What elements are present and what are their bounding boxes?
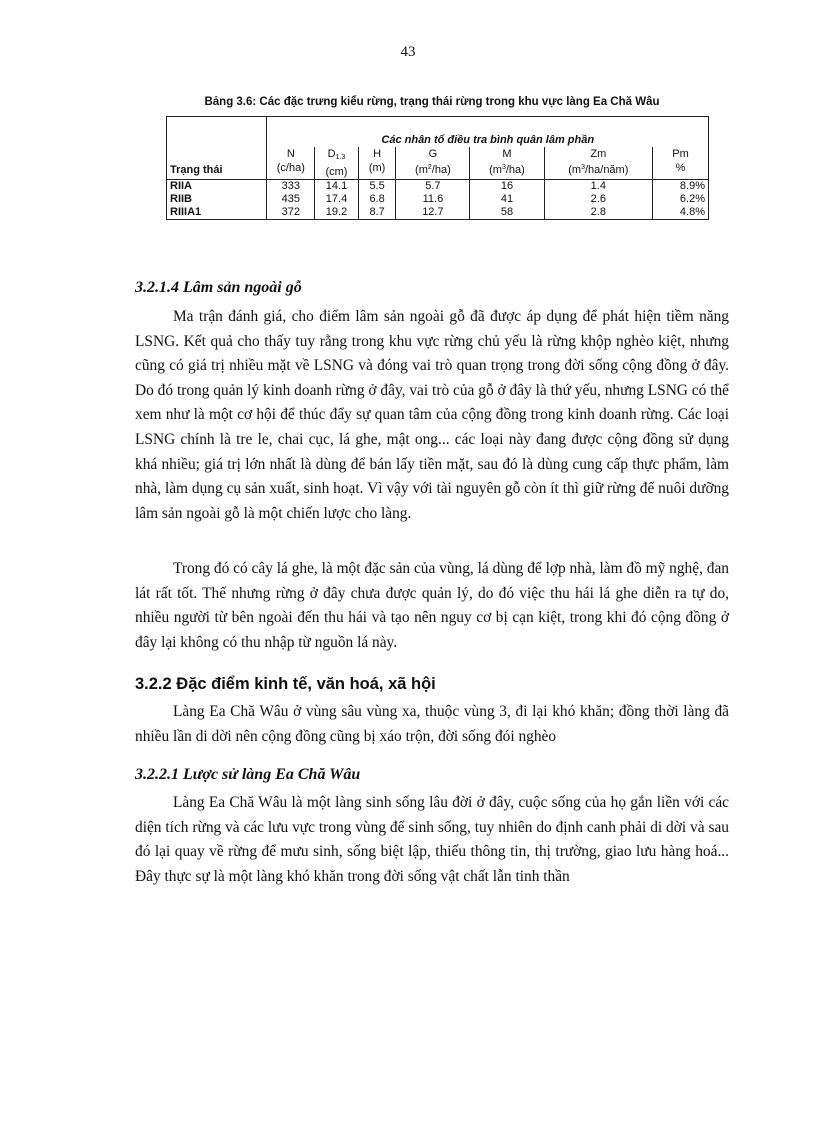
table-row xyxy=(167,206,709,220)
column-header-m xyxy=(470,147,544,180)
column-header-h xyxy=(358,147,396,180)
table-cell: 19.2 xyxy=(315,206,359,220)
column-header-n xyxy=(267,147,315,180)
row-label: RIIB xyxy=(167,193,267,206)
column-subscript: 1.3 xyxy=(335,154,346,161)
column-unit: (c/ha) xyxy=(276,162,305,174)
column-header-pm xyxy=(653,147,709,180)
paragraph-3221: Làng Ea Chă Wâu là một làng sinh sống lâu đời ở đây, cuộc sống của họ gắn liền với các diện tích rừng và các lưu vực trong vùng để sinh sống, tuy nhiên do định canh phải di dời và sau đó lại quay về rừng để mưu sinh, sống biệt lập, thiếu thông tin, thị trường, giao lưu hàng hoá... Đây thực sự là một làng khó khăn trong đời sống vật chất lẫn tinh thần xyxy=(135,794,729,885)
column-header-d13 xyxy=(315,147,359,180)
section-heading-3214: 3.2.1.4 Lâm sản ngoài gỗ xyxy=(135,279,302,296)
table-cell: 58 xyxy=(470,206,544,220)
column-unit: (m) xyxy=(368,162,386,174)
table-cell: 6.2% xyxy=(653,193,709,206)
table-cell: 41 xyxy=(470,193,544,206)
group-header: Các nhân tố điều tra bình quân lâm phần xyxy=(267,117,709,148)
column-name: H xyxy=(373,148,382,160)
table-cell: 5.5 xyxy=(358,180,396,194)
row-label: RIIA xyxy=(167,180,267,194)
column-unit: (cm) xyxy=(325,166,348,178)
column-header-g xyxy=(396,147,470,180)
paragraph-322: Làng Ea Chă Wâu ở vùng sâu vùng xa, thuộc vùng 3, đi lại khó khăn; đồng thời làng đã nhiều lần di dời nên cộng đồng cũng bị xáo trộn, đời sống đói nghèo xyxy=(135,703,729,745)
table-cell: 435 xyxy=(267,193,315,206)
table-cell: 2.8 xyxy=(544,206,653,220)
table-cell: 8.9% xyxy=(653,180,709,194)
section-heading-322: 3.2.2 Đặc điểm kinh tế, văn hoá, xã hội xyxy=(135,675,436,693)
section-heading-3221: 3.2.2.1 Lược sử làng Ea Chă Wâu xyxy=(135,766,361,783)
column-unit: $(m^3/ha/năm)$ xyxy=(568,164,629,176)
table-cell: 8.7 xyxy=(358,206,396,220)
table-cell: 4.8% xyxy=(653,206,709,220)
table-header-row xyxy=(167,117,709,148)
paragraph-3214-1: Ma trận đánh giá, cho điểm lâm sản ngoài gỗ đã được áp dụng để phát hiện tiềm năng LSNG. Kết quả cho thấy tuy rằng trong khu vực rừng chủ yếu là rừng khộp nghèo kiệt, nhưng cũng có giá trị nhiều mặt về LSNG và đóng vai trò quan trọng trong đời sống cộng đồng ở đây. Do đó trong quản lý kinh doanh rừng ở đây, vai trò của gỗ ở đây là thứ yếu, nhưng LSNG có thể xem như là một cơ hội để thúc đẩy sự quan tâm của cộng đồng trong kinh doanh rừng. Các loại LSNG chính là tre le, chai cục, lá ghe, mật ong... các loại này đang được cộng đồng sử dụng khá nhiều; giá trị lớn nhất là dùng để bán lấy tiền mặt, sau đó là dùng cung cấp thực phẩm, làm nhà, làm dụng cụ sản xuất, sinh hoạt. Vì vậy với tài nguyên gỗ còn ít thì giữ rừng để nuôi dưỡng lâm sản ngoài gỗ là một chiến lược cho làng. xyxy=(135,308,729,522)
table-row xyxy=(167,193,709,206)
table-cell: 12.7 xyxy=(396,206,470,220)
row-label: RIIIA1 xyxy=(167,206,267,220)
table-cell: 14.1 xyxy=(315,180,359,194)
column-header-zm xyxy=(544,147,653,180)
page-number: 43 xyxy=(400,44,416,60)
table-cell: 16 xyxy=(470,180,544,194)
table-cell: 11.6 xyxy=(396,193,470,206)
table-cell: 17.4 xyxy=(315,193,359,206)
table-cell: 372 xyxy=(267,206,315,220)
row-header-label: Trạng thái xyxy=(170,164,223,176)
column-name: Zm xyxy=(590,148,607,160)
column-unit: $(m^2/ha)$ xyxy=(415,164,451,176)
column-unit: % xyxy=(675,162,686,174)
column-name: G xyxy=(428,148,438,160)
row-header-cell xyxy=(167,117,267,180)
table-cell: 333 xyxy=(267,180,315,194)
table-row xyxy=(167,180,709,194)
column-name: M xyxy=(502,148,512,160)
table-cell: 2.6 xyxy=(544,193,653,206)
paragraph-3214-2: Trong đó có cây lá ghe, là một đặc sản của vùng, lá dùng để lợp nhà, làm đồ mỹ nghệ, đan lát rất tốt. Thế nhưng rừng ở đây chưa được quản lý, do đó việc thu hái lá ghe diễn ra tự do, nhiều người từ bên ngoài đến thu hái và tạo nên nguy cơ bị cạn kiệt, trong khi đó cộng đồng ở đây lại không có thu nhập từ nguồn lá này. xyxy=(135,560,729,651)
table-caption: Bảng 3.6: Các đặc trưng kiểu rừng, trạng thái rừng trong khu vực làng Ea Chă Wâu xyxy=(204,96,660,108)
column-name: $D_{1.3}$ xyxy=(327,148,346,161)
table-cell: 5.7 xyxy=(396,180,470,194)
table-cell: 6.8 xyxy=(358,193,396,206)
column-name: Pm xyxy=(672,148,689,160)
forest-status-table xyxy=(166,116,709,220)
column-name: N xyxy=(286,148,295,160)
table-cell: 1.4 xyxy=(544,180,653,194)
column-unit: $(m^3/ha)$ xyxy=(489,164,525,176)
